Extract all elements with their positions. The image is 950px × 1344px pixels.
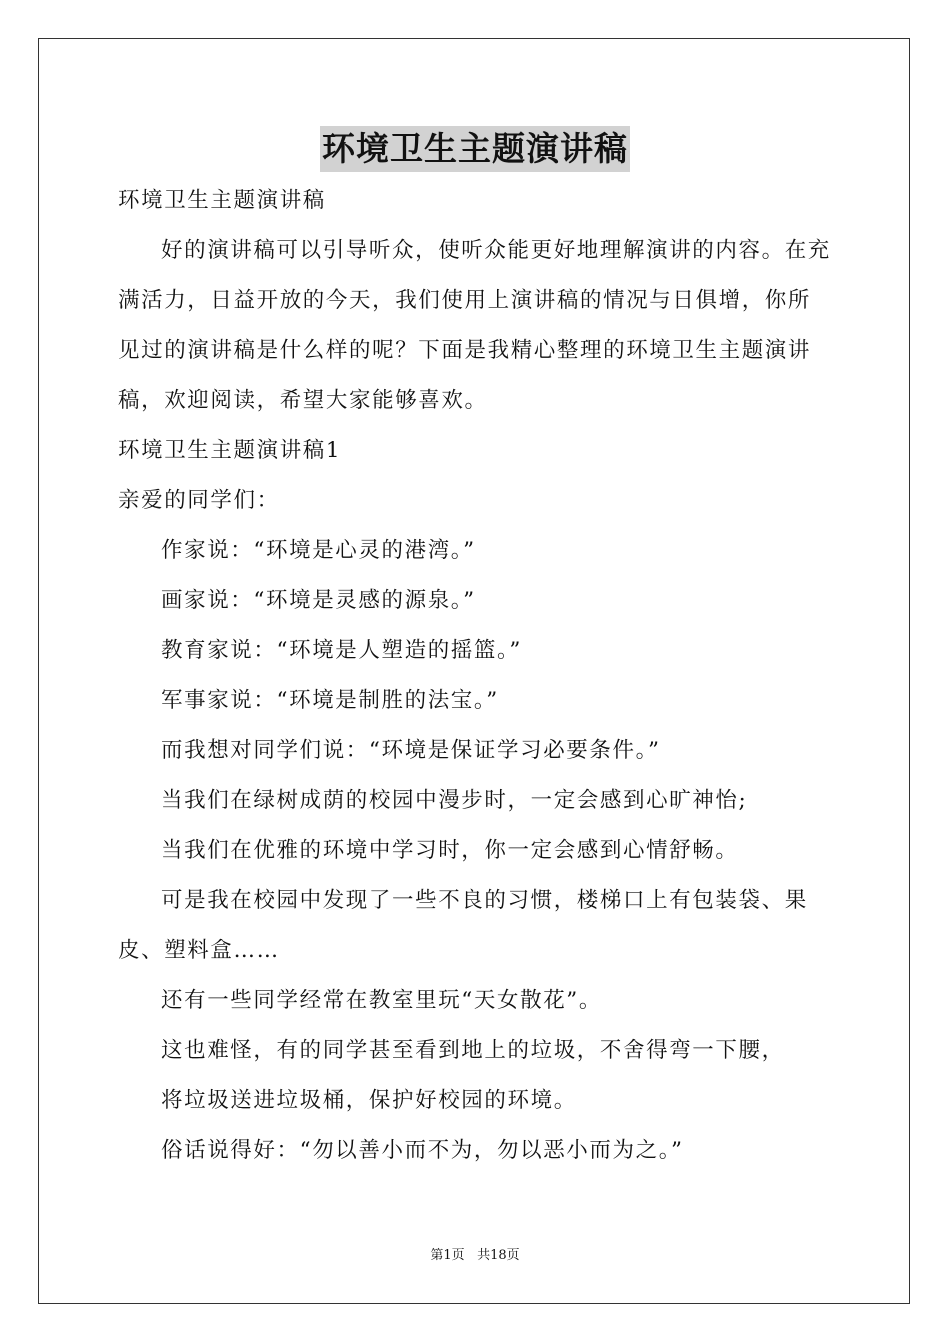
page-number: 第1页 bbox=[430, 1248, 465, 1263]
paragraph: 俗话说得好：“勿以善小而不为，勿以恶小而为之。” bbox=[161, 1138, 684, 1163]
paragraph: 这也难怪，有的同学甚至看到地上的垃圾，不舍得弯一下腰， bbox=[161, 1038, 785, 1063]
page-total: 共18页 bbox=[477, 1248, 520, 1263]
paragraph: 当我们在优雅的环境中学习时，你一定会感到心情舒畅。 bbox=[161, 838, 739, 863]
page-footer bbox=[0, 1246, 950, 1266]
paragraph: 作家说：“环境是心灵的港湾。” bbox=[161, 538, 476, 563]
paragraph: 教育家说：“环境是人塑造的摇篮。” bbox=[161, 638, 522, 663]
paragraph: 当我们在绿树成荫的校园中漫步时，一定会感到心旷神怡; bbox=[161, 788, 748, 813]
section-heading: 环境卫生主题演讲稿1 bbox=[118, 438, 342, 463]
paragraph: 画家说：“环境是灵感的源泉。” bbox=[161, 588, 476, 613]
paragraph: 好的演讲稿可以引导听众，使听众能更好地理解演讲的内容。在充满活力，日益开放的今天，我们使用上演讲稿的情况与日俱增，你所见过的演讲稿是什么样的呢？下面是我精心整理的环境卫生主题演讲稿，欢迎阅读，希望大家能够喜欢。 bbox=[118, 238, 831, 413]
document-title: 环境卫生主题演讲稿 bbox=[320, 126, 630, 172]
paragraph: 而我想对同学们说：“环境是保证学习必要条件。” bbox=[161, 738, 661, 763]
paragraph: 环境卫生主题演讲稿 bbox=[118, 188, 326, 213]
paragraph: 还有一些同学经常在教室里玩“天女散花”。 bbox=[161, 988, 602, 1013]
title-container bbox=[0, 126, 950, 172]
paragraph: 军事家说：“环境是制胜的法宝。” bbox=[161, 688, 499, 713]
paragraph: 可是我在校园中发现了一些不良的习惯，楼梯口上有包装袋、果皮、塑料盒…… bbox=[118, 888, 808, 963]
salutation: 亲爱的同学们： bbox=[118, 488, 280, 513]
paragraph: 将垃圾送进垃圾桶，保护好校园的环境。 bbox=[161, 1088, 577, 1113]
document-body bbox=[118, 176, 834, 1176]
